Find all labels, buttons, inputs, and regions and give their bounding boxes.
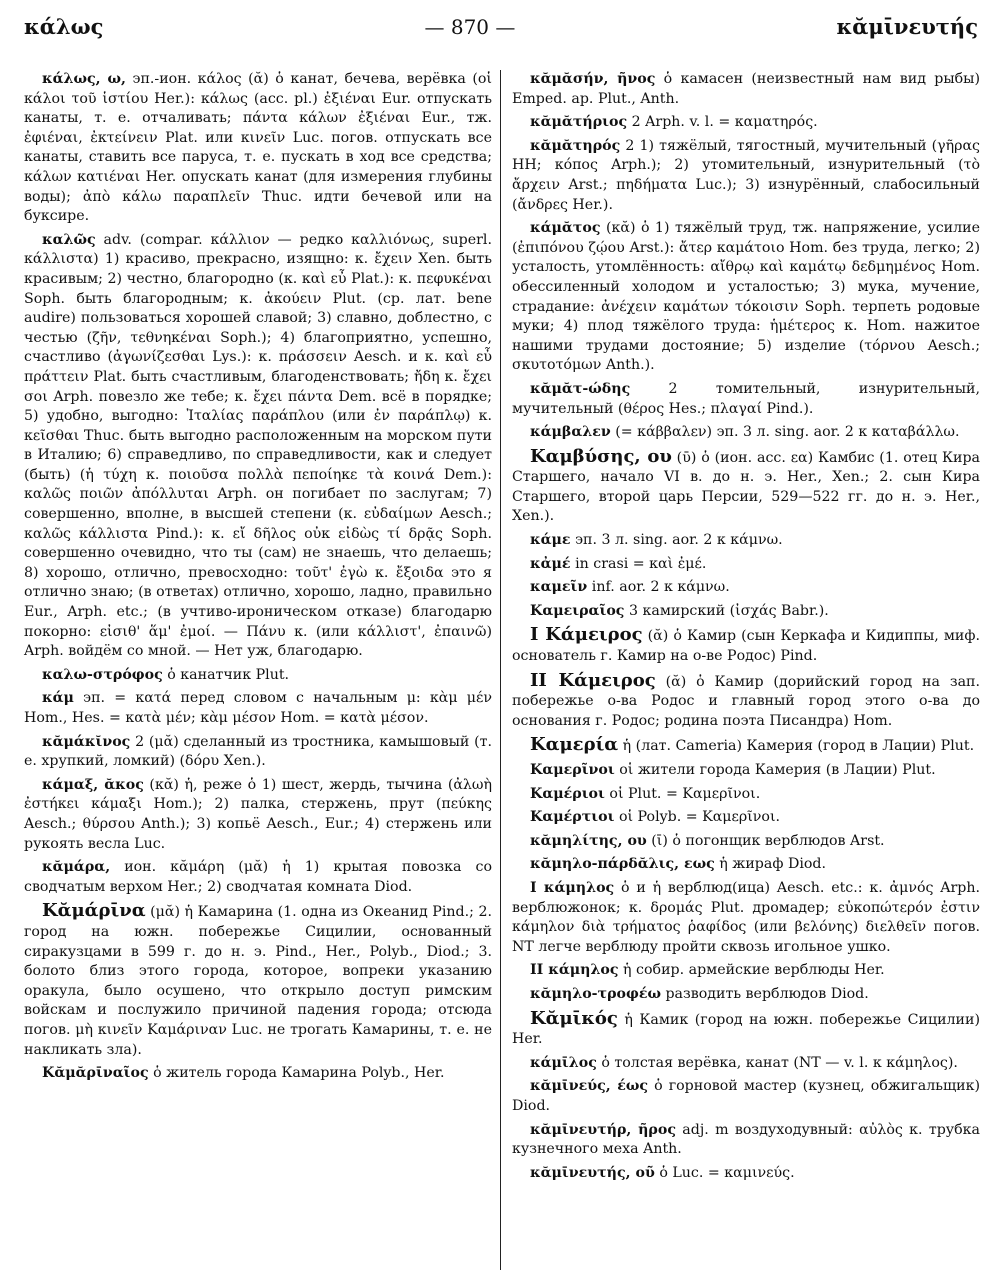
entry-definition: ἡ (лат. Cameria) Камерия (город в Лации) Plut. xyxy=(618,738,975,755)
dictionary-entry xyxy=(512,602,980,622)
headword: κᾰμηλίτης, ου xyxy=(530,832,647,849)
dictionary-entry xyxy=(512,1054,980,1074)
dictionary-entry xyxy=(512,1009,980,1050)
dictionary-entry xyxy=(24,231,492,662)
entry-definition: οἱ жители города Камерия (в Лации) Plut. xyxy=(614,762,936,778)
page-header xyxy=(24,14,978,42)
dictionary-entry xyxy=(24,1064,492,1084)
entry-definition: 2 томительный, изнурительный, мучительный (θέρος Hes.; πλαγαί Pind.). xyxy=(512,380,980,417)
dictionary-entry xyxy=(512,1164,980,1184)
header-right-guideword: κᾰμῑνευτής xyxy=(836,14,978,39)
dictionary-entry xyxy=(512,808,980,828)
entry-definition: ὁ житель города Камарина Polyb., Her. xyxy=(148,1065,445,1082)
headword: κᾰμᾰσήν, ῆνος xyxy=(530,71,656,87)
headword: κᾰμῑνευτής, οῦ xyxy=(530,1164,655,1181)
dictionary-entry xyxy=(512,671,980,732)
entry-definition: эп.-ион. κάλος (ᾰ) ὁ канат, бечева, верёвка (οἱ κάλοι τοῦ ἱστίου Her.): κάλως (acc. pl.) ἐξιέναι Eur. отпускать канаты, т. е. отчаливать; πάντα κάλων ἐξιέναι Eur., тж. ἐφιέναι, ἐκτείνειν Plat. или κινεῖν Luc. погов. отпускать все канаты, ставить все паруса, т. е. пускать в ход все средства; κάλων κατιέναι Her. опускать канат (для измерения глубины воды); ἀπὸ κάλω παραπλεῖν Thuc. идти бечевой или на буксире. xyxy=(24,71,492,225)
dictionary-entry xyxy=(512,985,980,1005)
entry-definition: (ῡ) ὁ (ион. acc. εα) Камбис (1. отец Кира Старшего, начало VI в. до н. э. Her., Xen.; 2. сын Кира Старшего, второй царь Персии, 529—522 гг. до н. э. Her., Xen.). xyxy=(512,449,980,525)
dictionary-entry xyxy=(24,858,492,897)
entry-definition: 2 1) тяжёлый, тягостный, мучительный (γῆρας HH; κόπος Arph.); 2) утомительный, изнурительный (τὸ ἄρχειν Arst.; πηδήματα Luc.); 3) изнурённый, слабосильный (ἄνδρες Her.). xyxy=(512,137,980,213)
headword: κᾰμάρα, xyxy=(42,859,111,876)
headword: κᾰμηλο-τροφέω xyxy=(530,985,661,1002)
headword: καλω-στρόφος xyxy=(42,666,163,683)
dictionary-entry xyxy=(512,578,980,598)
column-divider xyxy=(500,70,501,1270)
entry-definition: ὁ толстая верёвка, канат (NT — v. l. к κάμηλος). xyxy=(596,1054,958,1071)
entry-definition: эп. = κατά перед словом с начальным μ: κὰμ μέν Hom., Hes. = κατὰ μέν; κὰμ μέσον Hom. = κατὰ μέσον. xyxy=(24,690,492,726)
entry-definition: 3 камирский (ἰσχάς Babr.). xyxy=(624,602,829,619)
headword: κάμῑλος xyxy=(530,1054,597,1071)
dictionary-entry xyxy=(512,423,980,443)
dictionary-entry xyxy=(24,776,492,854)
headword: Καμερῖνοι xyxy=(530,762,615,778)
headword: Καμέριοι xyxy=(530,785,605,802)
entry-definition: οἱ Plut. = Καμερῖνοι. xyxy=(604,785,761,802)
headword: Καμέρτιοι xyxy=(530,809,615,826)
right-column xyxy=(512,70,980,1187)
header-left-guideword: κάλως xyxy=(24,14,104,39)
dictionary-entry xyxy=(512,531,980,551)
entry-definition: 2 (μᾰ) сделанный из тростника, камышовый (т. е. хрупкий, ломкий) (δόρυ Xen.). xyxy=(24,733,492,770)
headword: κᾰμᾰτ-ώδης xyxy=(530,380,631,397)
dictionary-entry xyxy=(24,70,492,227)
headword: Καμειραῖος xyxy=(530,602,625,619)
dictionary-entry xyxy=(512,961,980,981)
entry-definition: adv. (compar. κάλλιον — редко καλλιόνως, superl. κάλλιστα) 1) красиво, прекрасно, изящно: κ. ἔχειν Xen. быть красивым; 2) честно, благородно (κ. καὶ εὖ Plat.): κ. πεφυκέναι Soph. быть благородным; κ. ἀκούειν Plut. (ср. лат. bene audire) пользоваться хорошей славой; 3) славно, доблестно, с честью (ζῆν, τεθνηκέναι Soph.); 4) благоприятно, успешно, счастливо (ἀγωνίζεσθαι Lys.): κ. πράσσειν Aesch. и κ. καὶ εὖ πράττειν Plat. быть счастливым, благоденствовать; ἤδη κ. ἔχει σοι Arph. повезло же тебе; κ. ἔχει πάντα Dem. всё в порядке; 5) удобно, выгодно: Ἰταλίας παράπλου (или ἐν παράπλῳ) κ. κεῖσθαι Thuc. быть выгодно расположенным на морском пути в Италию; 6) справедливо, по справедливости, как и следует (быть) (ἡ τύχη κ. ποιοῦσα πολλὰ πεποίηκε τὰ κοινά Dem.): καλῶς ποιῶν ἀπόλλυται Arph. он погибает по заслугам; 7) совершенно, вполне, в высшей степени (κ. εὐδαίμων Aesch.; καλῶς κάλλιστα Pind.): κ. εἴ δῆλος οὐκ εἰδὼς τί δρᾷς Soph. совершенно очевидно, что ты (сам) не знаешь, что делаешь; 8) хорошо, отлично, превосходно: τοῦτ' ἐγὼ κ. ἔξοιδα это я отлично знаю; (в ответах) отлично, хорошо, ладно, правильно Eur., Arph. etc.; (в учтиво-ироническом отказе) благодарю покорно: εἰσιθ' ἅμ' ἐμοί. — Πάνυ κ. (или κάλλιστ', ἐπαινῶ) Arph. войдём со мной. — Нет уж, благодарю. xyxy=(24,231,492,660)
headword: I Κάμειρος xyxy=(530,624,643,646)
headword: Κᾰμάρῑνα xyxy=(42,900,146,922)
headword: κάμᾰτος xyxy=(530,220,601,237)
entry-definition: (= κάββαλεν) эп. 3 л. sing. aor. 2 к καταβάλλω. xyxy=(610,424,960,441)
headword: καμεῖν xyxy=(530,579,588,596)
dictionary-entry xyxy=(24,733,492,772)
headword: κἀμέ xyxy=(530,555,571,572)
entry-definition: (ᾰ) ὁ Камир (сын Керкафа и Кидиппы, миф. основатель г. Камир на о-ве Родос) Pind. xyxy=(512,628,981,665)
entry-definition: ὁ канатчик Plut. xyxy=(162,666,290,683)
dictionary-entry xyxy=(512,625,980,666)
entry-definition: (μᾰ) ἡ Камарина (1. одна из Океанид Pind.; 2. город на южн. побережье Сицилии, основанный сиракузцами в 599 г. до н. э. Pind., Her., Polyb., Diod.; 3. болото близ этого города, которое, вопреки указанию оракула, было осушено, что открыло доступ римским войскам и послужило причиной падения города; отсюда погов. μὴ κινεῖν Καμάριναν Luc. не трогать Камарины, т. е. не накликать зла). xyxy=(24,904,492,1058)
entry-definition: οἱ Polyb. = Καμερῖνοι. xyxy=(614,809,781,826)
headword: II κάμηλος xyxy=(530,962,619,979)
entry-definition: (κᾰ) ὁ 1) тяжёлый труд, тж. напряжение, усилие (ἐπιπόνου ζῴου Arst.): ἄτερ καμάτοιο Hom. без труда, легко; 2) усталость, утомлённость: αἴθρῳ καὶ καμάτῳ δεδμημένος Hom. обессиленный холодом и усталостью; 3) мука, мучение, страдание: ἀνέχειν καμάτων τόκοισιν Soph. терпеть родовые муки; 4) плод тяжёлого труда: ἡμέτερος κ. Hom. нажитое нашими трудами достояние; 5) изделие (τόρνου Aesch.; σκυτοτόμων Anth.). xyxy=(512,220,980,374)
dictionary-entry xyxy=(512,447,980,527)
headword: II Κάμειρος xyxy=(530,669,656,691)
entry-definition: adj. m воздуходувный: αὐλὸς κ. трубка кузнечного меха Anth. xyxy=(512,1121,980,1158)
headword: κᾰμᾰτηρός xyxy=(530,137,621,154)
entry-definition: inf. aor. 2 к κάμνω. xyxy=(587,579,730,596)
dictionary-entry xyxy=(24,666,492,686)
headword: κάμαξ, ᾰκος xyxy=(42,776,144,793)
headword: κάμ xyxy=(42,690,74,707)
headword: Καμερία xyxy=(530,734,619,756)
entry-definition: (κᾰ) ἡ, реже ὁ 1) шест, жердь, тычина (ἀλωὴ ἐστήκει κάμαξι Hom.); 2) палка, стержень, прут (πεύκης Aesch.; θύρσου Anth.); 3) копьё Aesch., Eur.; 4) стержень или рукоять весла Luc. xyxy=(24,776,492,852)
entry-definition: ἡ Камик (город на южн. побережье Сицилии) Her. xyxy=(512,1011,980,1048)
headword: καλῶς xyxy=(42,231,96,248)
page-number: — 870 — xyxy=(424,15,516,39)
headword: κᾰμηλο-πάρδᾰλις, εως xyxy=(530,856,715,873)
entry-definition: ὁ Luc. = καμινεύς. xyxy=(654,1164,795,1181)
headword: I κάμηλος xyxy=(530,879,615,896)
headword: Κᾰμῑκός xyxy=(530,1007,618,1029)
entry-definition: (ᾰ) ὁ Камир (дорийский город на зап. побережье о-ва Родос и главный город этого о-ва до основания г. Родос; родина поэта Писандра) Hom. xyxy=(512,673,980,729)
entry-definition: эп. 3 л. sing. aor. 2 к κάμνω. xyxy=(570,532,783,549)
left-column xyxy=(24,70,492,1088)
entry-definition: ἡ жираф Diod. xyxy=(714,856,827,873)
entry-definition: in crasi = καὶ ἐμέ. xyxy=(570,555,707,572)
entry-definition: ὁ горновой мастер (кузнец, обжигальщик) Diod. xyxy=(512,1078,980,1114)
dictionary-entry xyxy=(24,689,492,728)
headword: κᾰμῑνευτήρ, ῆρος xyxy=(530,1121,676,1138)
dictionary-entry xyxy=(512,380,980,419)
dictionary-entry xyxy=(512,855,980,875)
headword: κᾰμάκῐνος xyxy=(42,733,131,750)
dictionary-entry xyxy=(512,219,980,376)
dictionary-entry xyxy=(512,832,980,852)
dictionary-entry xyxy=(512,735,980,757)
headword: Κᾰμᾰρῑναῖος xyxy=(42,1065,149,1082)
headword: κᾰμᾰτήριος xyxy=(530,114,628,131)
dictionary-entry xyxy=(512,137,980,215)
dictionary-entry xyxy=(512,785,980,805)
dictionary-entry xyxy=(512,70,980,109)
entry-definition: ὁ камасен (неизвестный нам вид рыбы) Emped. ap. Plut., Anth. xyxy=(512,71,980,107)
entry-definition: разводить верблюдов Diod. xyxy=(660,985,869,1002)
dictionary-entry xyxy=(512,113,980,133)
entry-definition: ὁ и ἡ верблюд(ица) Aesch. etc.: κ. ἀμνός Arph. верблюжонок; κ. δρομάς Plut. дромадер; εὐκοπώτερόν ἐστιν κάμηλον διὰ τρήματος ῥαφίδος (или βελόνης) διελθεῖν погов. NT легче верблюду пройти сквозь игольное ушко. xyxy=(512,879,980,955)
dictionary-entry xyxy=(24,901,492,1060)
entry-definition: (ῑ) ὁ погонщик верблюдов Arst. xyxy=(646,832,885,849)
dictionary-entry xyxy=(512,1077,980,1116)
entry-definition: ἡ собир. армейские верблюды Her. xyxy=(618,962,885,979)
headword: κᾰμῑνεύς, έως xyxy=(530,1078,648,1095)
dictionary-entry xyxy=(512,1121,980,1160)
headword: κάλως, ω, xyxy=(42,71,126,87)
headword: κάμε xyxy=(530,532,571,549)
entry-definition: ион. κᾰμάρη (μᾰ) ἡ 1) крытая повозка со сводчатым верхом Her.; 2) сводчатая комната Diod. xyxy=(24,859,492,895)
dictionary-entry xyxy=(512,555,980,575)
entry-definition: 2 Arph. v. l. = καματηρός. xyxy=(627,114,818,131)
dictionary-entry xyxy=(512,879,980,957)
dictionary-entry xyxy=(512,761,980,781)
headword: Καμβύσης, ου xyxy=(530,445,672,467)
headword: κάμβαλεν xyxy=(530,424,611,441)
